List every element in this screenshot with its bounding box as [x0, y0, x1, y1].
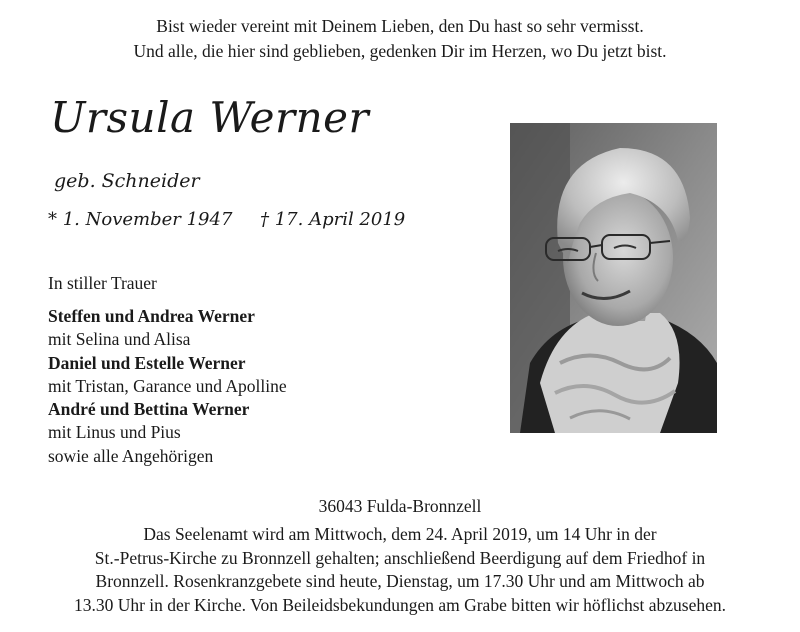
death-date: † 17. April 2019 — [260, 209, 406, 230]
family-line: sowie alle Angehörigen — [48, 445, 214, 466]
notice-line: St.-Petrus-Kirche zu Bronnzell gehalten; anschließend Beerdigung auf dem Friedhof in — [94, 547, 706, 568]
funeral-notice — [0, 523, 800, 617]
birth-date: * 1. November 1947 — [48, 209, 233, 230]
deceased-name: Ursula Werner — [50, 93, 370, 142]
family-line: Steffen und Andrea Werner — [48, 306, 255, 326]
place-line: 36043 Fulda-Bronnzell — [318, 496, 482, 516]
portrait-photo — [510, 123, 717, 433]
notice-line: Bronnzell. Rosenkranzgebete sind heute, Dienstag, um 17.30 Uhr und am Mittwoch ab — [95, 571, 705, 591]
family-line: mit Tristan, Garance und Apolline — [48, 375, 287, 396]
family-line: Daniel und Estelle Werner — [48, 352, 246, 373]
mourning-phrase: In stiller Trauer — [48, 273, 157, 293]
notice-line: 13.30 Uhr in der Kirche. Von Beileidsbekundungen am Grabe bitten wir höflichst abzusehen. — [73, 594, 727, 615]
verse-line-1: Bist wieder vereint mit Deinem Lieben, den Du hast so sehr vermisst. — [156, 16, 644, 36]
notice-line: Das Seelenamt wird am Mittwoch, dem 24. April 2019, um 14 Uhr in der — [143, 524, 657, 544]
memorial-verse — [0, 14, 800, 64]
verse-line-2: Und alle, die hier sind geblieben, gedenken Dir im Herzen, wo Du jetzt bist. — [133, 41, 667, 61]
family-list — [48, 305, 287, 468]
family-line: mit Linus und Pius — [48, 422, 181, 443]
maiden-name: geb. Schneider — [54, 170, 200, 192]
family-line: mit Selina und Alisa — [48, 329, 191, 350]
family-line: André und Bettina Werner — [48, 399, 250, 420]
